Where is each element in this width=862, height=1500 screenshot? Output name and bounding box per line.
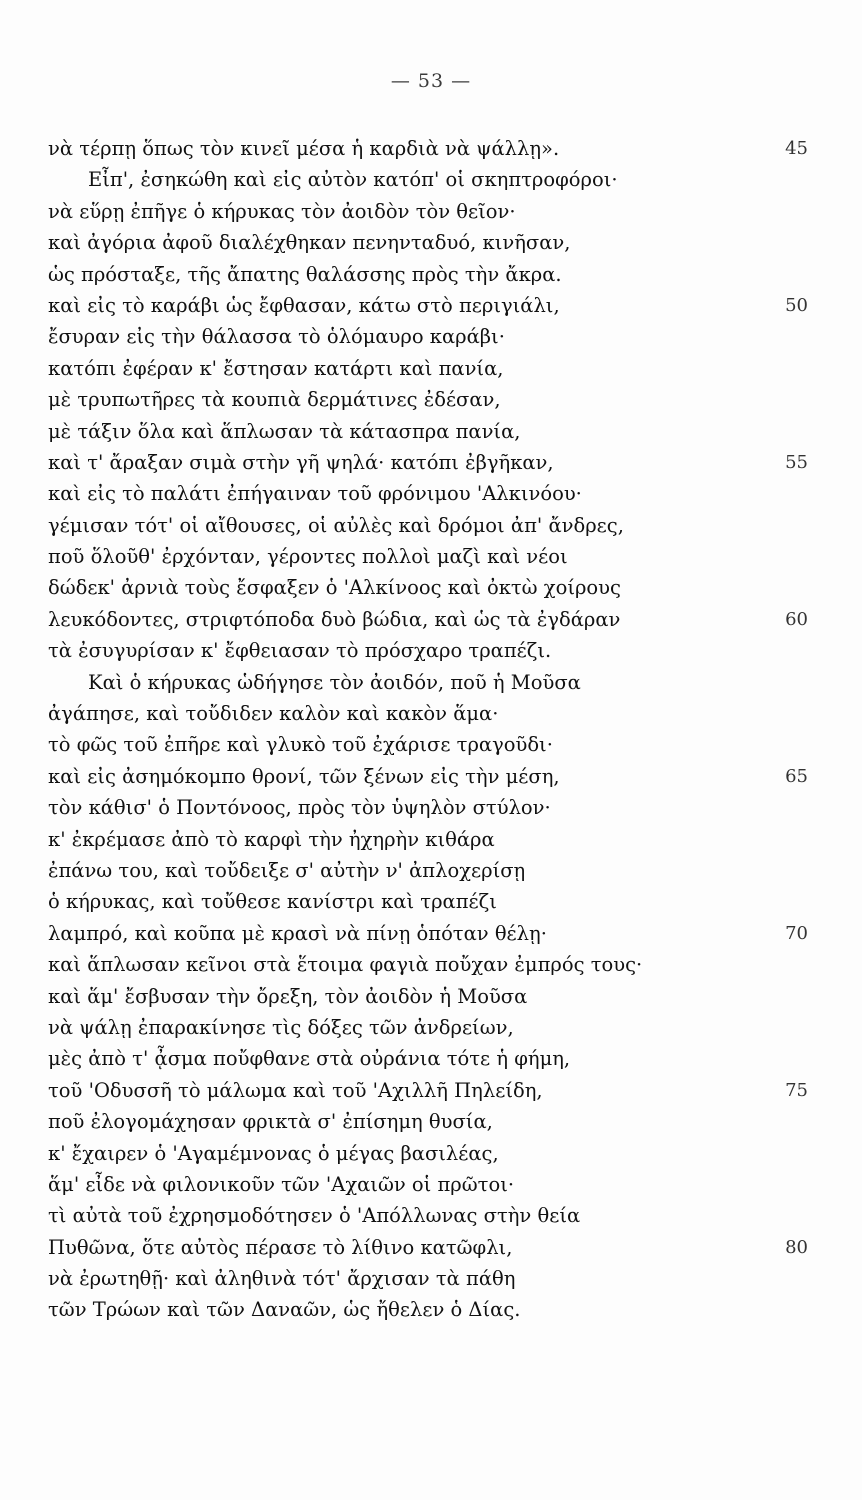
verse-line <box>48 541 808 572</box>
verse-text: νὰ ἐρωτηθῇ· καὶ ἀληθινὰ τότ' ἄρχισαν τὰ πάθη <box>48 1267 516 1291</box>
verse-line <box>48 133 808 164</box>
verse-text: Εἶπ', ἐσηκώθη καὶ εἰς αὐτὸν κατόπ' οἱ σκηπτροφόροι· <box>88 168 618 192</box>
line-number: 70 <box>785 922 808 944</box>
verse-line <box>48 1138 808 1169</box>
verse-text: ὡς πρόσταξε, τῆς ἄπατης θαλάσσης πρὸς τὴν ἄκρα. <box>48 262 562 286</box>
verse-text: νὰ ψάλῃ ἐπαρακίνησε τὶς δόξες τῶν ἀνδρείων, <box>48 1015 514 1039</box>
verse-text: καὶ ἅπλωσαν κεῖνοι στὰ ἕτοιμα φαγιὰ ποὔχαν ἐμπρός τους· <box>48 953 643 977</box>
verse-line <box>48 321 808 352</box>
verse-line <box>48 1043 808 1074</box>
verse-line <box>48 886 808 917</box>
line-number: 65 <box>785 765 808 787</box>
verse-text: γέμισαν τότ' οἱ αἴθουσες, οἱ αὐλὲς καὶ δρόμοι ἀπ' ἄνδρες, <box>48 513 624 537</box>
verse-text: ὁ κήρυκας, καὶ τοὔθεσε κανίστρι καὶ τραπέζι <box>48 890 497 914</box>
verse-text: καὶ εἰς τὸ παλάτι ἐπήγαιναν τοῦ φρόνιμου 'Αλκινόου· <box>48 482 582 506</box>
verse-line <box>48 1263 808 1294</box>
verse-line <box>48 792 808 823</box>
verse-text: κ' ἐκρέμασε ἀπὸ τὸ καρφὶ τὴν ἠχηρὴν κιθάρα <box>48 827 495 851</box>
page-number: — 53 — <box>390 70 472 92</box>
verse-line <box>48 1169 808 1200</box>
verse-line <box>48 698 808 729</box>
verse-line <box>48 1200 808 1231</box>
verse-line <box>48 196 808 227</box>
line-number: 50 <box>785 294 808 316</box>
verse-line <box>48 510 808 541</box>
verse-line <box>48 384 808 415</box>
verse-line <box>48 259 808 290</box>
verse-text: ποῦ ἐλογομάχησαν φρικτὰ σ' ἐπίσημη θυσία, <box>48 1110 493 1134</box>
verse-text: καὶ ἅμ' ἔσβυσαν τὴν ὄρεξη, τὸν ἀοιδὸν ἡ Μοῦσα <box>48 984 528 1008</box>
verse-line <box>48 1012 808 1043</box>
verse-text: καὶ εἰς τὸ καράβι ὡς ἔφθασαν, κάτω στὸ περιγιάλι, <box>48 293 560 317</box>
verse-line <box>48 855 808 886</box>
verse-line <box>48 824 808 855</box>
verse-text: ποῦ ὅλοῦθ' ἐρχόνταν, γέροντες πολλοὶ μαζὶ καὶ νέοι <box>48 545 568 569</box>
verse-text: κ' ἔχαιρεν ὁ 'Αγαμέμνονας ὁ μέγας βασιλέας, <box>48 1141 499 1165</box>
verse-text: νὰ τέρπῃ ὅπως τὸν κινεῖ μέσα ἡ καρδιὰ νὰ ψάλλῃ». <box>48 137 560 160</box>
verse-text: ἐπάνω του, καὶ τοὔδειξε σ' αὐτὴν ν' ἀπλοχερίσῃ <box>48 858 526 882</box>
verse-line <box>48 981 808 1012</box>
verse-line <box>48 729 808 760</box>
line-number: 45 <box>785 138 808 159</box>
verse-line <box>48 918 808 949</box>
verse-line <box>48 761 808 792</box>
verse-text: μὲ τάξιν ὅλα καὶ ἅπλωσαν τὰ κάτασπρα πανία, <box>48 419 521 443</box>
verse-line <box>48 1075 808 1106</box>
verse-line <box>48 227 808 258</box>
verse-text: καὶ ἀγόρια ἀφοῦ διαλέχθηκαν πενηνταδυό, κινῆσαν, <box>48 231 571 255</box>
poem-text <box>48 133 808 1326</box>
verse-line <box>48 290 808 321</box>
verse-text: Πυθῶνα, ὅτε αὐτὸς πέρασε τὸ λίθινο κατῶφλι, <box>48 1235 513 1259</box>
verse-line <box>48 416 808 447</box>
verse-text: Καὶ ὁ κήρυκας ὡδήγησε τὸν ἀοιδόν, ποῦ ἡ Μοῦσα <box>88 670 581 694</box>
verse-text: ἔσυραν εἰς τὴν θάλασσα τὸ ὁλόμαυρο καράβι· <box>48 325 505 349</box>
verse-line <box>48 447 808 478</box>
verse-text: μὲ τρυπωτῆρες τὰ κουπιὰ δερμάτινες ἐδέσαν, <box>48 388 501 412</box>
verse-line <box>48 667 808 698</box>
verse-text: νὰ εὕρῃ ἐπῆγε ὁ κήρυκας τὸν ἀοιδὸν τὸν θεῖον· <box>48 199 516 223</box>
verse-line <box>48 572 808 603</box>
line-number: 60 <box>785 608 808 630</box>
verse-text: λαμπρό, καὶ κοῦπα μὲ κρασὶ νὰ πίνῃ ὁπόταν θέλῃ· <box>48 921 547 945</box>
line-number: 75 <box>785 1079 808 1101</box>
verse-line <box>48 478 808 509</box>
verse-text: καὶ τ' ἄραξαν σιμὰ στὴν γῆ ψηλά· κατόπι ἐβγῆκαν, <box>48 450 554 474</box>
verse-text: τὶ αὐτὰ τοῦ ἐχρησμοδότησεν ὁ 'Απόλλωνας στὴν θεία <box>48 1204 581 1228</box>
line-number: 55 <box>785 451 808 473</box>
verse-line <box>48 635 808 666</box>
verse-text: τὸν κάθισ' ὁ Ποντόνοος, πρὸς τὸν ὑψηλὸν στύλον· <box>48 796 551 820</box>
verse-text: τῶν Τρώων καὶ τῶν Δαναῶν, ὡς ἤθελεν ὁ Δίας. <box>48 1298 521 1322</box>
verse-line <box>48 353 808 384</box>
verse-text: ἅμ' εἶδε νὰ φιλονικοῦν τῶν 'Αχαιῶν οἱ πρῶτοι· <box>48 1172 515 1196</box>
verse-line <box>48 1232 808 1263</box>
verse-text: ἀγάπησε, καὶ τοὔδιδεν καλὸν καὶ κακὸν ἅμα· <box>48 702 499 726</box>
verse-line <box>48 164 808 195</box>
verse-text: τὰ ἐσυγυρίσαν κ' ἔφθειασαν τὸ πρόσχαρο τραπέζι. <box>48 639 552 663</box>
verse-text: λευκόδοντες, στριφτόποδα δυὸ βώδια, καὶ ὡς τὰ ἐγδάραν <box>48 607 621 631</box>
line-number: 80 <box>785 1236 808 1258</box>
verse-text: τὸ φῶς τοῦ ἐπῆρε καὶ γλυκὸ τοῦ ἐχάρισε τραγοῦδι· <box>48 733 553 757</box>
verse-line <box>48 1106 808 1137</box>
verse-line <box>48 604 808 635</box>
verse-text: τοῦ 'Οδυσσῆ τὸ μάλωμα καὶ τοῦ 'Αχιλλῆ Πηλείδη, <box>48 1078 543 1102</box>
verse-text: μὲς ἀπὸ τ' ᾆσμα ποὔφθανε στὰ οὐράνια τότε ἡ φήμη, <box>48 1047 571 1071</box>
verse-line <box>48 1294 808 1325</box>
verse-text: δώδεκ' ἀρνιὰ τοὺς ἔσφαξεν ὁ 'Αλκίνοος καὶ ὀκτὼ χοίρους <box>48 576 621 600</box>
verse-line <box>48 949 808 980</box>
verse-text: κατόπι ἐφέραν κ' ἔστησαν κατάρτι καὶ πανία, <box>48 356 504 380</box>
verse-text: καὶ εἰς ἀσημόκομπο θρονί, τῶν ξένων εἰς τὴν μέση, <box>48 764 560 788</box>
